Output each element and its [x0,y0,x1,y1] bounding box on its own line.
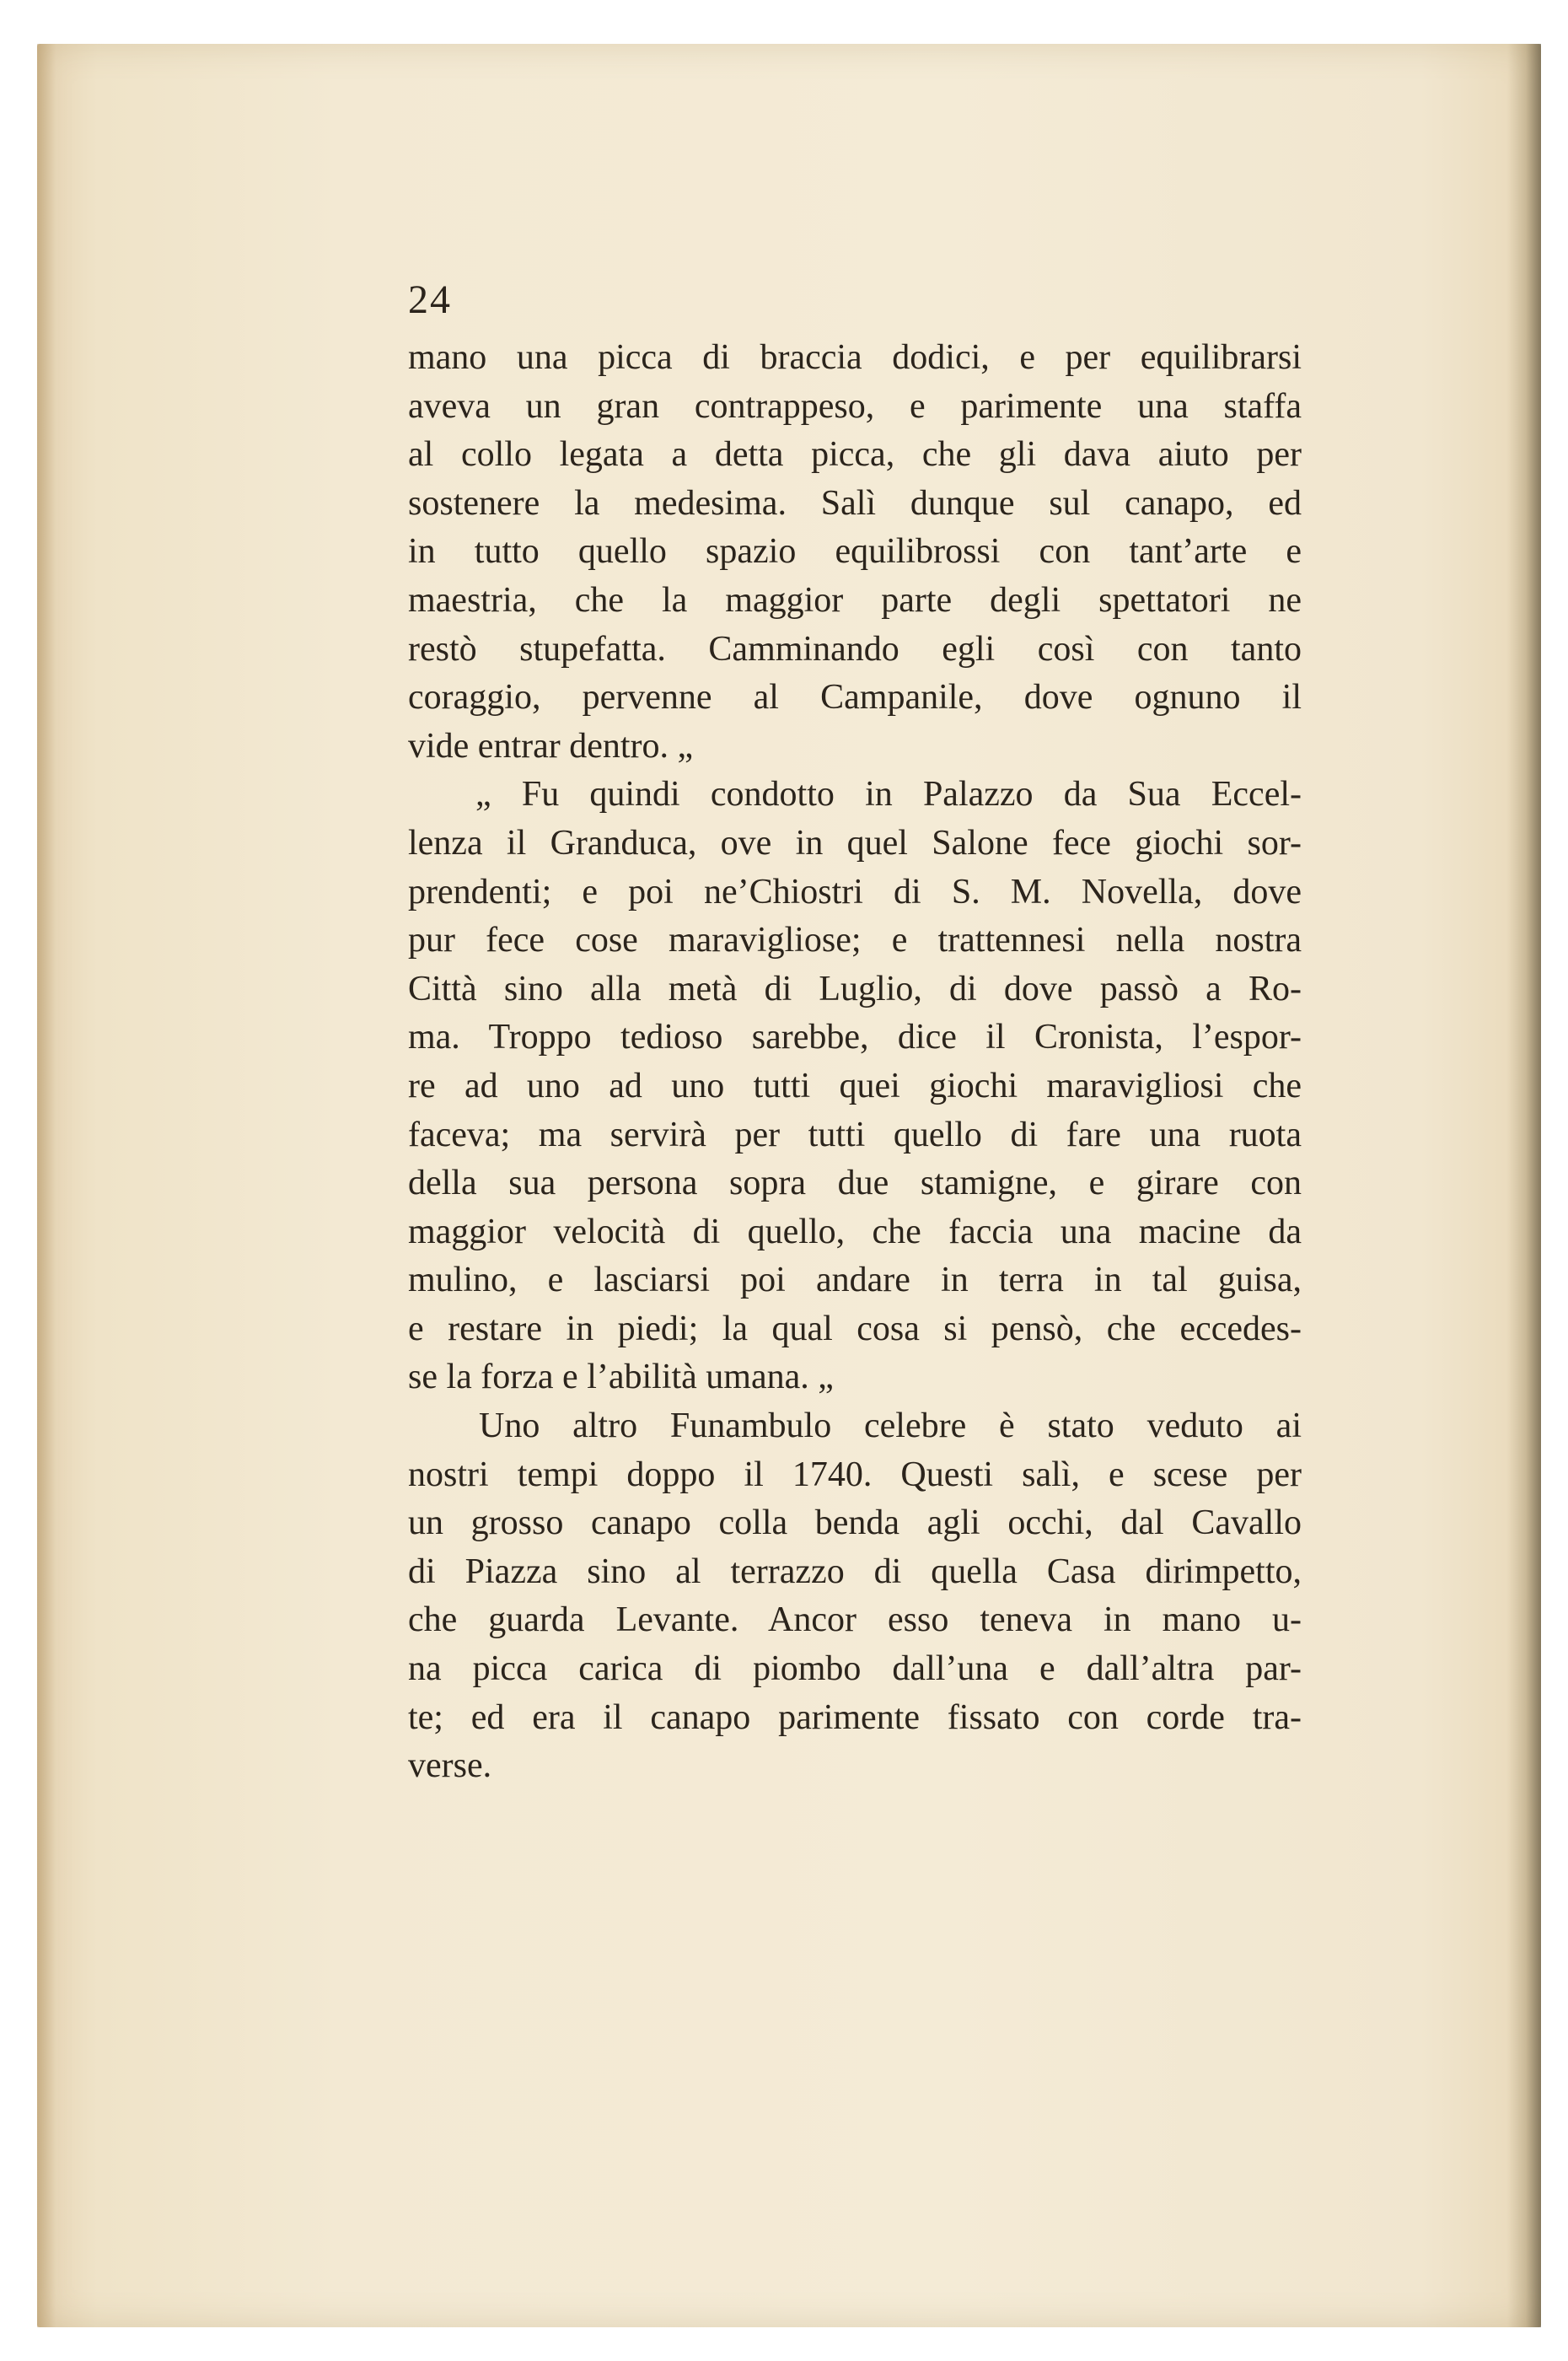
text-line: lenza il Granduca, ove in quel Salone fece giochi sor- [408,823,1302,863]
text-line: Città sino alla metà di Luglio, di dove passò a Ro- [408,969,1302,1008]
text-line: maestria, che la maggior parte degli spettatori ne [408,580,1302,620]
text-line: in tutto quello spazio equilibrossi con tant’arte e [408,532,1302,572]
page-number: 24 [408,277,452,322]
text-line: aveva un gran contrappeso, e parimente una staffa [408,386,1302,426]
text-line: un grosso canapo colla benda agli occhi, dal Cavallo [408,1503,1302,1543]
text-line: nostri tempi doppo il 1740. Questi salì, e scese per [408,1455,1302,1494]
text-line: Uno altro Funambulo celebre è stato veduto ai [479,1406,1302,1446]
text-line: restò stupefatta. Camminando egli così con tanto [408,629,1302,669]
text-line: e restare in piedi; la qual cosa si pensò, che eccedes- [408,1309,1302,1348]
text-line: maggior velocità di quello, che faccia una macine da [408,1212,1302,1251]
text-line: sostenere la medesima. Salì dunque sul canapo, ed [408,483,1302,523]
page-left-edge [37,44,56,2327]
text-line: della sua persona sopra due stamigne, e girare con [408,1164,1302,1203]
text-line: che guarda Levante. Ancor esso teneva in mano u- [408,1600,1302,1640]
text-line: mulino, e lasciarsi poi andare in terra in tal guisa, [408,1261,1302,1300]
text-line: prendenti; e poi ne’Chiostri di S. M. Novella, dove [408,872,1302,912]
page-binding-shadow [1507,44,1541,2327]
text-line: se la forza e l’abilità umana. „ [408,1358,834,1397]
text-line: di Piazza sino al terrazzo di quella Casa dirimpetto, [408,1552,1302,1591]
text-line: verse. [408,1746,492,1786]
text-line: faceva; ma servirà per tutti quello di fare una ruota [408,1115,1302,1154]
body-text [408,334,1302,1791]
text-line: pur fece cose maravigliose; e trattennesi nella nostra [408,921,1302,960]
text-line: coraggio, pervenne al Campanile, dove ognuno il [408,678,1302,718]
text-line: na picca carica di piombo dall’una e dall’altra par- [408,1649,1302,1689]
text-line: re ad uno ad uno tutti quei giochi maravigliosi che [408,1066,1302,1105]
text-line: ma. Troppo tedioso sarebbe, dice il Cronista, l’espor- [408,1018,1302,1057]
text-line: te; ed era il canapo parimente fissato con corde tra- [408,1697,1302,1737]
text-line: „ Fu quindi condotto in Palazzo da Sua Eccel- [475,775,1302,815]
text-line: vide entrar dentro. „ [408,726,694,766]
text-line: al collo legata a detta picca, che gli dava aiuto per [408,435,1302,475]
text-line: mano una picca di braccia dodici, e per equilibrarsi [408,338,1302,377]
